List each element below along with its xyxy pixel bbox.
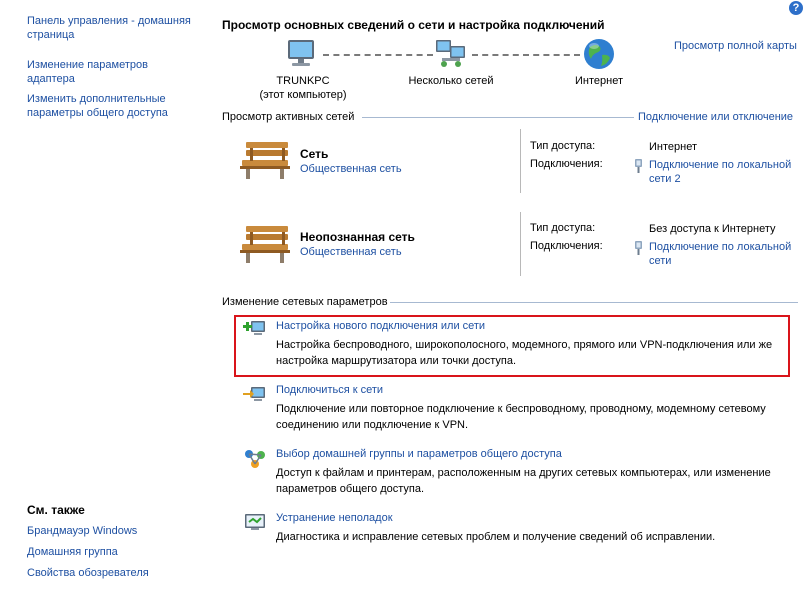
connections-label: Подключения: bbox=[530, 158, 603, 170]
multiple-networks-icon bbox=[434, 38, 468, 70]
connections-label: Подключения: bbox=[530, 240, 603, 252]
network-separator bbox=[520, 129, 521, 193]
change-settings-heading: Изменение сетевых параметров bbox=[222, 296, 388, 308]
connect-disconnect-link[interactable]: Подключение или отключение bbox=[638, 111, 794, 123]
internet-label: Интернет bbox=[575, 75, 623, 87]
access-type-label: Тип доступа: bbox=[530, 140, 596, 152]
change-adapter-settings-link[interactable]: Изменение параметров адаптера bbox=[27, 59, 148, 85]
local-connection-link[interactable]: Подключение по локальной сети bbox=[649, 241, 792, 267]
help-icon[interactable]: ? bbox=[789, 1, 803, 15]
ethernet-icon bbox=[634, 159, 643, 173]
internet-globe-icon[interactable] bbox=[582, 37, 616, 71]
advanced-sharing-settings-link[interactable]: Изменить дополнительные параметры общего доступа bbox=[27, 93, 168, 119]
internet-options-link[interactable]: Свойства обозревателя bbox=[27, 567, 149, 579]
network-type-link[interactable]: Общественная сеть bbox=[300, 246, 402, 258]
access-type-value: Без доступа к Интернету bbox=[649, 223, 776, 235]
public-network-bench-icon[interactable] bbox=[238, 222, 294, 266]
multiple-networks-label: Несколько сетей bbox=[408, 75, 494, 87]
page-title: Просмотр основных сведений о сети и настройка подключений bbox=[222, 18, 605, 32]
task-description: Доступ к файлам и принтерам, расположенным на других сетевых компьютерах, или изменение параметров общего доступа. bbox=[276, 467, 771, 495]
map-link-line bbox=[472, 54, 580, 56]
task-description: Настройка беспроводного, широкополосного, модемного, прямого или VPN-подключения или же настройка маршрутизатора или точки доступа. bbox=[276, 339, 773, 367]
connect-to-network-icon bbox=[243, 384, 267, 404]
network-name: Сеть bbox=[300, 147, 329, 161]
network-type-link[interactable]: Общественная сеть bbox=[300, 163, 402, 175]
troubleshoot-icon bbox=[243, 512, 267, 532]
ethernet-icon bbox=[634, 241, 643, 255]
homegroup-sharing-link[interactable]: Выбор домашней группы и параметров общего доступа bbox=[276, 448, 562, 460]
new-connection-icon bbox=[243, 318, 267, 338]
task-description: Диагностика и исправление сетевых проблем и получение сведений об исправлении. bbox=[276, 531, 716, 543]
troubleshoot-link[interactable]: Устранение неполадок bbox=[276, 512, 393, 524]
windows-firewall-link[interactable]: Брандмауэр Windows bbox=[27, 525, 138, 537]
see-also-heading: См. также bbox=[27, 503, 85, 517]
access-type-value: Интернет bbox=[649, 141, 697, 153]
setup-new-connection-link[interactable]: Настройка нового подключения или сети bbox=[276, 320, 486, 332]
homegroup-link[interactable]: Домашняя группа bbox=[27, 546, 118, 558]
control-panel-home-link[interactable]: Панель управления - домашняя страница bbox=[27, 15, 191, 41]
network-name: Неопознанная сеть bbox=[300, 230, 415, 244]
network-separator bbox=[520, 212, 521, 276]
task-description: Подключение или повторное подключение к беспроводному, проводному, модемному сетевому соединению или подключение к VPN. bbox=[276, 403, 766, 431]
local-connection-2-link[interactable]: Подключение по локальной сети 2 bbox=[649, 159, 792, 185]
access-type-label: Тип доступа: bbox=[530, 222, 596, 234]
view-full-map-link[interactable]: Просмотр полной карты bbox=[674, 40, 797, 52]
computer-subtitle: (этот компьютер) bbox=[259, 89, 347, 101]
computer-icon[interactable] bbox=[285, 38, 319, 70]
section-divider bbox=[390, 302, 798, 303]
computer-name: TRUNKPC bbox=[276, 75, 330, 87]
map-link-line bbox=[323, 54, 433, 56]
homegroup-icon bbox=[243, 448, 267, 470]
active-networks-heading: Просмотр активных сетей bbox=[222, 111, 355, 123]
connect-to-network-link[interactable]: Подключиться к сети bbox=[276, 384, 384, 396]
section-divider bbox=[362, 117, 634, 118]
public-network-bench-icon[interactable] bbox=[238, 138, 294, 182]
